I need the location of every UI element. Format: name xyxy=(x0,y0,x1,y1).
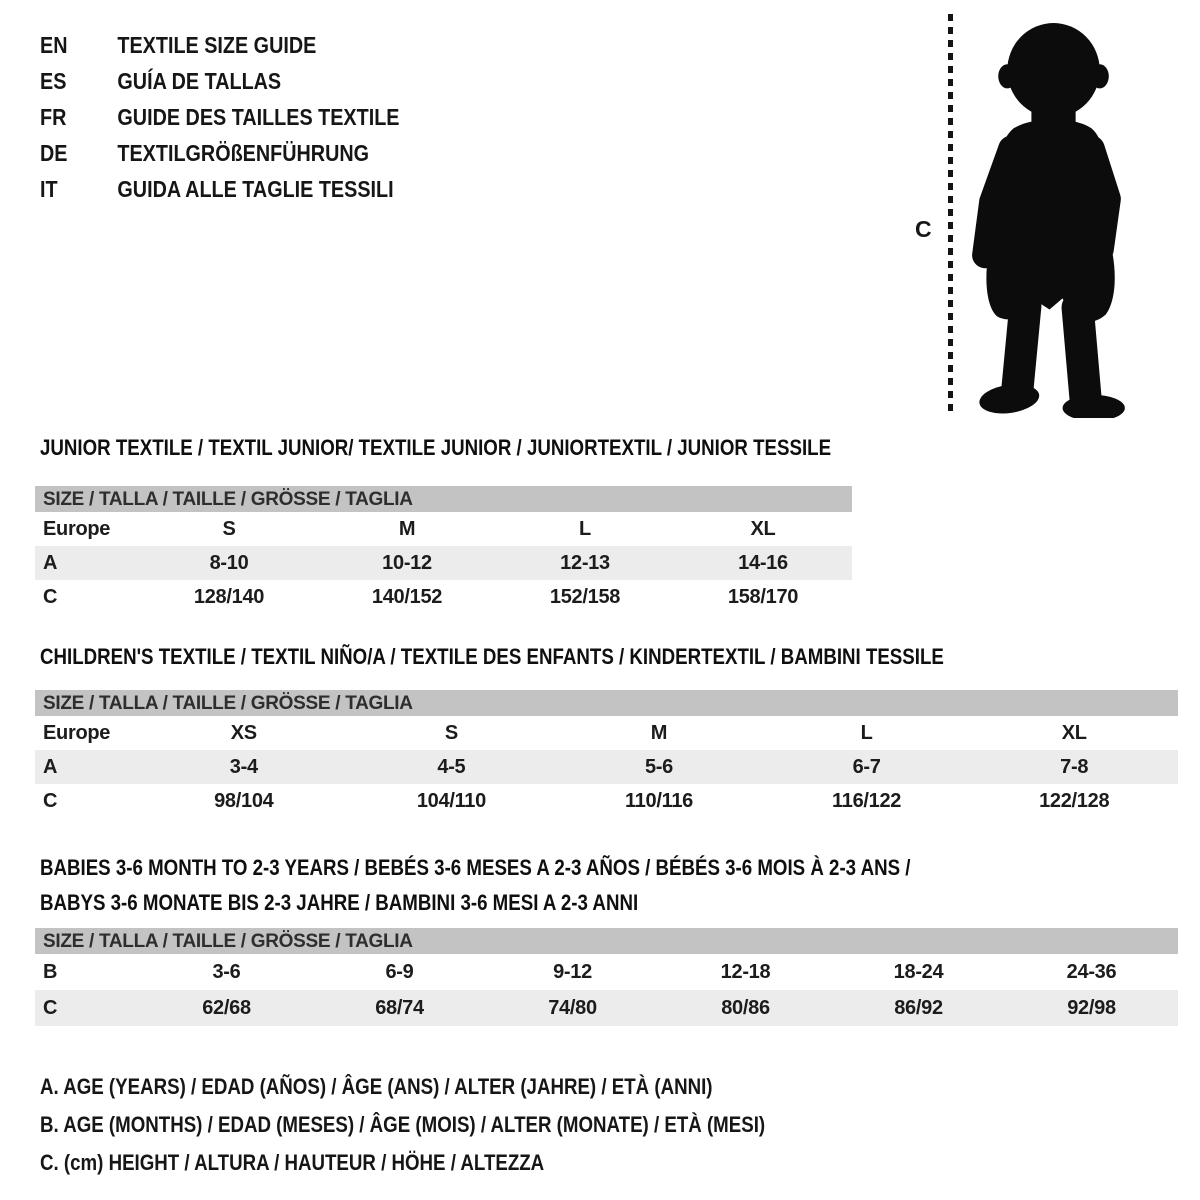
size-table-babies xyxy=(35,954,1178,1026)
language-list xyxy=(40,27,399,207)
cell-value: 3-6 xyxy=(212,960,241,983)
section-title-children: CHILDREN'S TEXTILE / TEXTIL NIÑO/A / TEXTILE DES ENFANTS / KINDERTEXTIL / BAMBINI TESSILE xyxy=(40,644,944,669)
cell-value: L xyxy=(860,721,873,744)
cell-value: 9-12 xyxy=(553,960,592,983)
row-label: C xyxy=(43,585,58,608)
cell-value: 140/152 xyxy=(371,585,443,608)
table-row xyxy=(35,990,1178,1026)
row-label: C xyxy=(43,996,58,1019)
cell-value: 104/110 xyxy=(416,789,486,812)
cell-value: 86/92 xyxy=(894,996,943,1019)
cell-value: 122/128 xyxy=(1039,789,1110,812)
language-name: GUIDA ALLE TAGLIE TESSILI xyxy=(117,176,394,202)
language-code: EN xyxy=(40,32,68,58)
language-row xyxy=(40,99,399,135)
cell-value: 110/116 xyxy=(624,789,693,812)
language-row xyxy=(40,63,399,99)
section-babies-table xyxy=(35,928,1178,1026)
cell-value: 80/86 xyxy=(721,996,770,1019)
height-marker-label: C xyxy=(915,216,932,242)
table-row xyxy=(35,750,1178,784)
cell-value: XS xyxy=(230,721,257,744)
table-row xyxy=(35,954,1178,990)
section-title-babies-line2: BABYS 3-6 MONATE BIS 2-3 JAHRE / BAMBINI 3-6 MESI A 2-3 ANNI xyxy=(40,890,639,915)
cell-value: S xyxy=(222,517,236,540)
cell-value: XL xyxy=(750,517,776,540)
table-row xyxy=(35,716,1178,750)
row-label: Europe xyxy=(43,517,111,540)
size-table-junior xyxy=(35,512,852,614)
language-name: TEXTILGRÖßENFÜHRUNG xyxy=(117,140,370,166)
cell-value: 152/158 xyxy=(549,585,621,608)
language-name: GUÍA DE TALLAS xyxy=(117,68,282,94)
size-header-band: SIZE / TALLA / TAILLE / GRÖSSE / TAGLIA xyxy=(35,928,1178,954)
language-code: FR xyxy=(40,104,67,130)
cell-value: 6-7 xyxy=(852,755,881,778)
language-code: IT xyxy=(40,176,58,202)
cell-value: 10-12 xyxy=(382,551,432,574)
table-row xyxy=(35,580,852,614)
cell-value: M xyxy=(650,721,668,744)
language-code: DE xyxy=(40,140,68,166)
cell-value: 12-18 xyxy=(720,960,771,983)
language-row xyxy=(40,135,399,171)
language-row xyxy=(40,27,399,63)
size-header-band: SIZE / TALLA / TAILLE / GRÖSSE / TAGLIA xyxy=(35,486,852,512)
row-label: A xyxy=(43,551,58,574)
cell-value: S xyxy=(444,721,458,744)
cell-value: XL xyxy=(1061,721,1087,744)
cell-value: 62/68 xyxy=(202,996,251,1019)
cell-value: 74/80 xyxy=(548,996,597,1019)
cell-value: 116/122 xyxy=(832,789,902,812)
baby-silhouette-icon xyxy=(963,16,1138,418)
table-row xyxy=(35,512,852,546)
cell-value: 158/170 xyxy=(727,585,799,608)
section-title-junior: JUNIOR TEXTILE / TEXTIL JUNIOR/ TEXTILE JUNIOR / JUNIORTEXTIL / JUNIOR TESSILE xyxy=(40,435,832,460)
row-label: A xyxy=(43,755,58,778)
section-title-babies xyxy=(40,850,910,920)
cell-value: 7-8 xyxy=(1060,755,1089,778)
cell-value: 4-5 xyxy=(437,755,466,778)
cell-value: 128/140 xyxy=(193,585,265,608)
section-title-babies-line1: BABIES 3-6 MONTH TO 2-3 YEARS / BEBÉS 3-6 MESES A 2-3 AÑOS / BÉBÉS 3-6 MOIS À 2-3 ANS / xyxy=(40,855,911,880)
table-row xyxy=(35,546,852,580)
cell-value: 12-13 xyxy=(560,551,610,574)
language-name: TEXTILE SIZE GUIDE xyxy=(117,32,317,58)
cell-value: 18-24 xyxy=(893,960,944,983)
row-label: B xyxy=(43,960,58,983)
legend-line-b: B. AGE (MONTHS) / EDAD (MESES) / ÂGE (MOIS) / ALTER (MONATE) / ETÀ (MESI) xyxy=(40,1112,766,1137)
legend-line-c: C. (cm) HEIGHT / ALTURA / HAUTEUR / HÖHE / ALTEZZA xyxy=(40,1150,545,1175)
language-row xyxy=(40,171,399,207)
cell-value: 92/98 xyxy=(1067,996,1116,1019)
cell-value: L xyxy=(579,517,591,540)
size-table-children xyxy=(35,716,1178,818)
cell-value: 6-9 xyxy=(385,960,414,983)
row-label: Europe xyxy=(43,721,111,744)
cell-value: 8-10 xyxy=(209,551,249,574)
section-junior-table xyxy=(35,486,852,614)
size-header-band: SIZE / TALLA / TAILLE / GRÖSSE / TAGLIA xyxy=(35,690,1178,716)
cell-value: M xyxy=(398,517,416,540)
section-children-table xyxy=(35,690,1178,818)
language-code: ES xyxy=(40,68,67,94)
table-row xyxy=(35,784,1178,818)
cell-value: 14-16 xyxy=(738,551,788,574)
height-dashed-line xyxy=(948,14,953,414)
language-name: GUIDE DES TAILLES TEXTILE xyxy=(117,104,400,130)
legend xyxy=(40,1068,765,1182)
cell-value: 5-6 xyxy=(644,755,673,778)
row-label: C xyxy=(43,789,58,812)
cell-value: 3-4 xyxy=(229,755,258,778)
cell-value: 98/104 xyxy=(214,789,274,812)
legend-line-a: A. AGE (YEARS) / EDAD (AÑOS) / ÂGE (ANS) / ALTER (JAHRE) / ETÀ (ANNI) xyxy=(40,1074,713,1099)
cell-value: 24-36 xyxy=(1066,960,1117,983)
cell-value: 68/74 xyxy=(375,996,424,1019)
